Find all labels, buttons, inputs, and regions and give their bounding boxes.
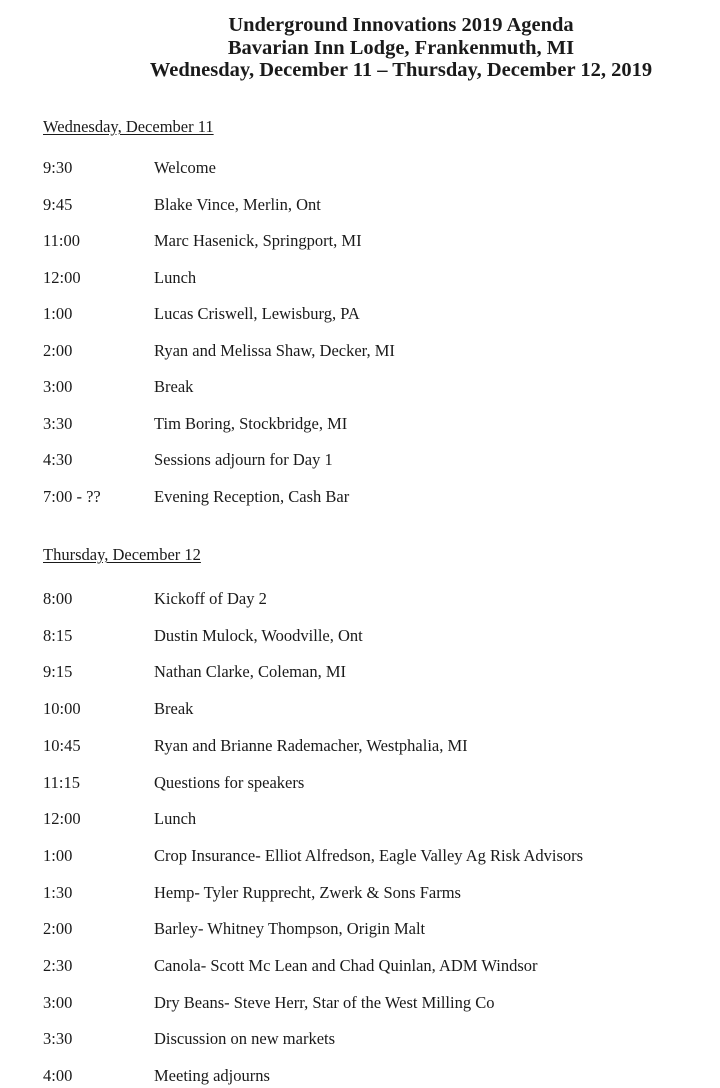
schedule-description: Crop Insurance- Elliot Alfredson, Eagle Valley Ag Risk Advisors — [154, 845, 584, 865]
schedule-row — [0, 485, 720, 509]
schedule-time: 12:00 — [43, 267, 81, 287]
agenda-title: Underground Innovations 2019 Agenda — [228, 14, 574, 36]
schedule-row — [0, 844, 720, 868]
schedule-description: Blake Vince, Merlin, Ont — [154, 194, 321, 214]
schedule-row — [0, 771, 720, 795]
schedule-row — [0, 193, 720, 217]
agenda-venue: Bavarian Inn Lodge, Frankenmuth, MI — [227, 36, 575, 59]
schedule-time: 1:00 — [43, 845, 73, 865]
agenda-dates: Wednesday, December 11 – Thursday, December 12, 2019 — [149, 59, 653, 81]
schedule-row — [0, 412, 720, 436]
schedule-time: 3:30 — [43, 1029, 73, 1049]
schedule-row — [0, 375, 720, 399]
schedule-time: 2:00 — [43, 919, 73, 939]
schedule-description: Discussion on new markets — [154, 1029, 336, 1049]
schedule-row — [0, 660, 720, 684]
schedule-time: 4:30 — [43, 450, 73, 470]
schedule-row — [0, 624, 720, 648]
schedule-description: Ryan and Melissa Shaw, Decker, MI — [154, 340, 395, 360]
schedule-description: Ryan and Brianne Rademacher, Westphalia, MI — [154, 735, 468, 755]
schedule-time: 7:00 - ?? — [43, 486, 101, 506]
schedule-description: Dry Beans- Steve Herr, Star of the West Milling Co — [154, 992, 495, 1012]
schedule-description: Barley- Whitney Thompson, Origin Malt — [154, 919, 426, 939]
schedule-time: 3:00 — [43, 377, 73, 397]
schedule-description: Canola- Scott Mc Lean and Chad Quinlan, ADM Windsor — [154, 956, 538, 975]
schedule-description: Kickoff of Day 2 — [154, 589, 267, 608]
schedule-time: 9:45 — [43, 194, 73, 214]
day1-heading: Wednesday, December 11 — [43, 117, 214, 136]
schedule-time: 1:30 — [43, 882, 73, 902]
schedule-row — [0, 156, 720, 180]
schedule-time: 2:00 — [43, 340, 73, 360]
schedule-description: Lunch — [154, 809, 197, 829]
schedule-description: Evening Reception, Cash Bar — [154, 486, 350, 506]
schedule-description: Questions for speakers — [154, 772, 305, 792]
schedule-row — [0, 991, 720, 1015]
schedule-row — [0, 954, 720, 978]
schedule-time: 3:30 — [43, 413, 73, 433]
schedule-time: 12:00 — [43, 809, 81, 829]
schedule-row — [0, 1027, 720, 1051]
schedule-description: Tim Boring, Stockbridge, MI — [154, 413, 348, 433]
schedule-description: Sessions adjourn for Day 1 — [154, 450, 333, 470]
schedule-row — [0, 881, 720, 905]
schedule-row — [0, 448, 720, 472]
schedule-description: Break — [154, 377, 194, 397]
schedule-description: Hemp- Tyler Rupprecht, Zwerk & Sons Farms — [154, 882, 461, 902]
schedule-row — [0, 302, 720, 326]
schedule-description: Dustin Mulock, Woodville, Ont — [154, 625, 363, 645]
schedule-time: 9:30 — [43, 158, 73, 177]
schedule-description: Nathan Clarke, Coleman, MI — [154, 662, 346, 682]
schedule-row — [0, 266, 720, 290]
schedule-description: Marc Hasenick, Springport, MI — [154, 231, 362, 251]
schedule-description: Meeting adjourns — [154, 1066, 270, 1086]
schedule-time: 10:45 — [43, 735, 81, 755]
schedule-time: 11:15 — [43, 772, 80, 792]
schedule-description: Break — [154, 699, 194, 719]
schedule-description: Lucas Criswell, Lewisburg, PA — [154, 304, 360, 324]
schedule-time: 8:00 — [43, 589, 73, 608]
day2-heading: Thursday, December 12 — [43, 545, 201, 564]
schedule-time: 11:00 — [43, 231, 80, 251]
schedule-row — [0, 697, 720, 721]
schedule-row — [0, 229, 720, 253]
schedule-description: Welcome — [154, 158, 216, 177]
schedule-time: 3:00 — [43, 992, 73, 1012]
schedule-time: 2:30 — [43, 956, 73, 975]
schedule-time: 10:00 — [43, 699, 81, 719]
schedule-row — [0, 1064, 720, 1088]
schedule-row — [0, 917, 720, 941]
schedule-time: 8:15 — [43, 625, 73, 645]
schedule-time: 1:00 — [43, 304, 73, 324]
schedule-row — [0, 807, 720, 831]
schedule-time: 4:00 — [43, 1066, 73, 1086]
schedule-description: Lunch — [154, 267, 197, 287]
agenda-header — [0, 14, 720, 82]
schedule-row — [0, 587, 720, 611]
schedule-row — [0, 734, 720, 758]
schedule-row — [0, 339, 720, 363]
schedule-time: 9:15 — [43, 662, 73, 682]
